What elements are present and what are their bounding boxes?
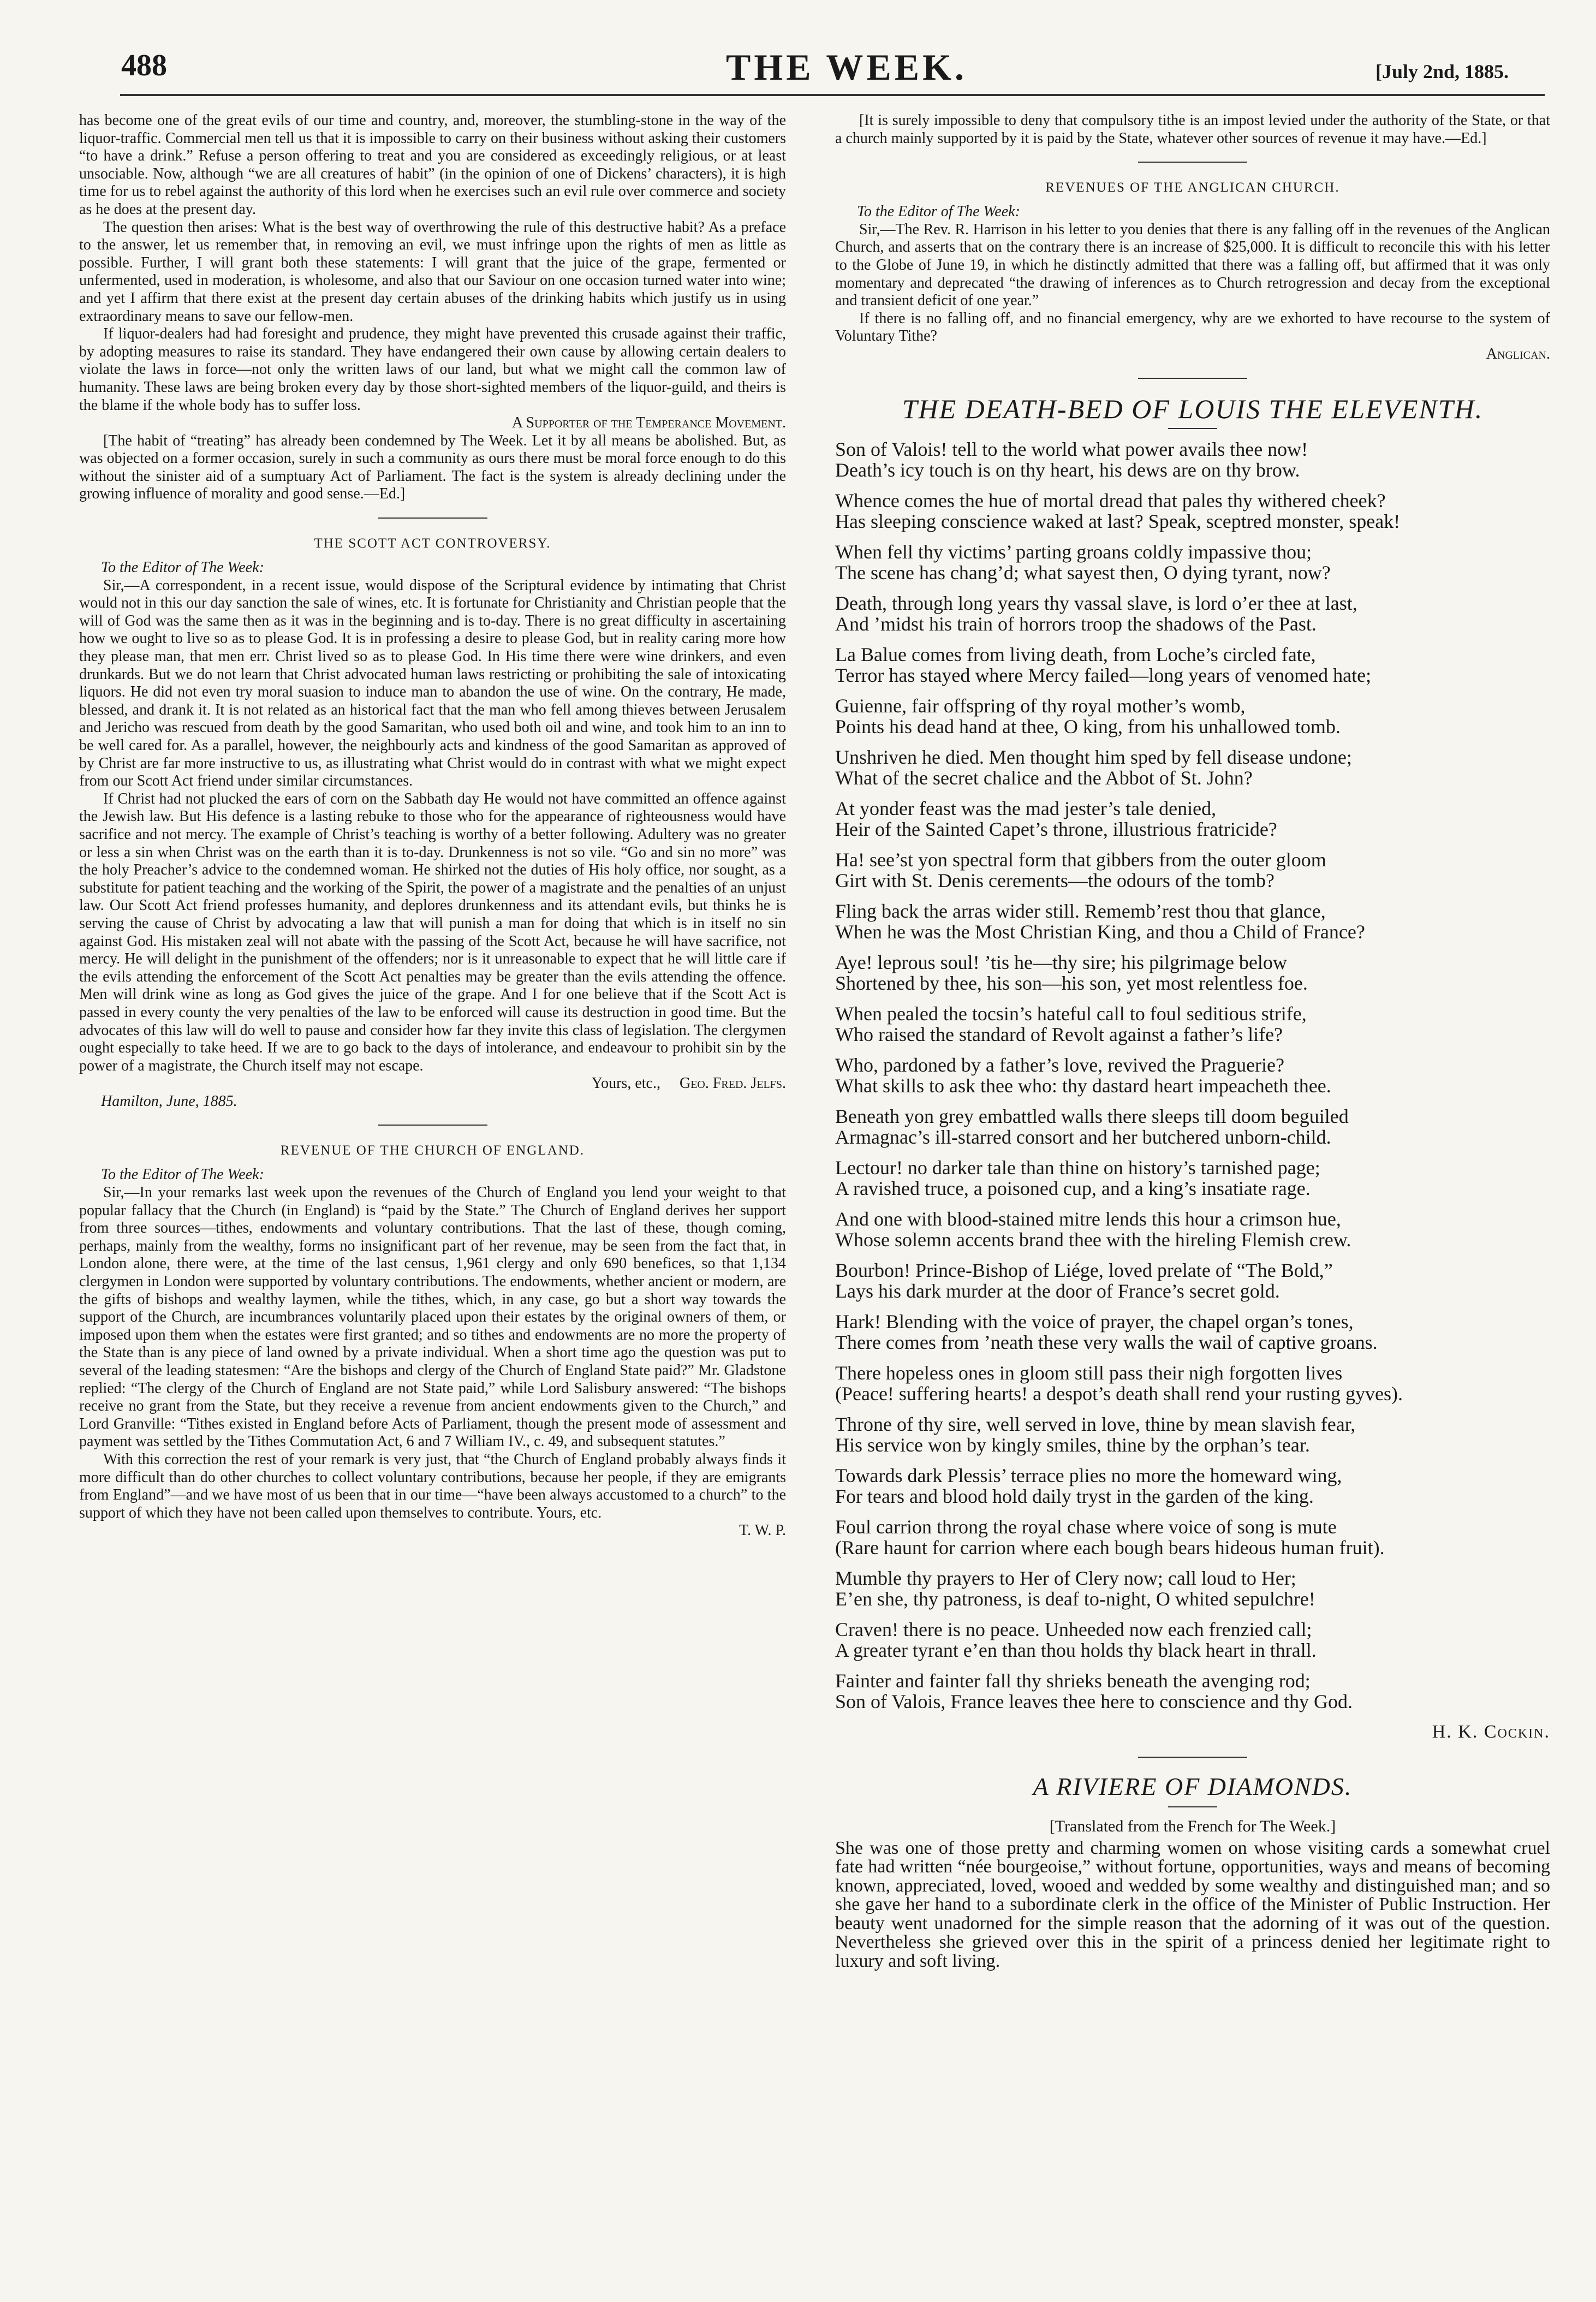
letter-signature: [79, 1075, 786, 1093]
poem-line: Death’s icy touch is on thy heart, his dews are on thy brow.: [835, 459, 1300, 481]
poem-stanza: [835, 1260, 1550, 1301]
closing: Yours, etc.,: [591, 1075, 660, 1092]
poem-line: Lays his dark murder at the door of France’s secret gold.: [835, 1280, 1280, 1302]
poem-stanza: [835, 1055, 1550, 1096]
poem-stanza: [835, 1003, 1550, 1045]
church-revenue-letter: [79, 1143, 786, 1539]
title-rule: [1168, 1806, 1217, 1807]
poem-stanza: [835, 1209, 1550, 1250]
poem-line: Has sleeping conscience waked at last? Speak, sceptred monster, speak!: [835, 510, 1401, 532]
poem-stanza: [835, 1670, 1550, 1712]
poem-line: Foul carrion throng the royal chase where voice of song is mute: [835, 1515, 1337, 1538]
poem-line: Shortened by thee, his son—his son, yet most relentless foe.: [835, 972, 1308, 994]
poem-line: And one with blood-stained mitre lends this hour a crimson hue,: [835, 1207, 1341, 1230]
poem-line: Lectour! no darker tale than thine on history’s tarnished page;: [835, 1156, 1320, 1179]
letter-paragraph: With this correction the rest of your remark is very just, that “the Church of England probably always finds it more difficult than do other churches to collect voluntary contributions, because her people, if they are emigrants from England”—and we have most of us been that in our time—“have been always accustomed to a church” to the support of which they have not been called upon themselves to contribute. Yours, etc.: [79, 1450, 786, 1521]
page-number: 488: [121, 49, 167, 82]
poem-stanza: [835, 542, 1550, 583]
issue-date: [July 2nd, 1885.: [1375, 61, 1509, 82]
section-heading: REVENUE OF THE CHURCH OF ENGLAND.: [280, 1143, 585, 1158]
section-divider: [1138, 162, 1247, 163]
poem-stanza: [835, 849, 1550, 891]
salutation: To the Editor of The Week:: [101, 1166, 264, 1183]
story: [835, 1772, 1550, 1971]
poem-line: When fell thy victims’ parting groans coldly impassive thou;: [835, 540, 1312, 563]
section-divider: [1138, 1757, 1247, 1758]
poem-stanza: [835, 1414, 1550, 1455]
poem-line: Fling back the arras wider still. Rememb’rest thou that glance,: [835, 900, 1326, 922]
poem-stanza: [835, 1619, 1550, 1661]
poem-line: Son of Valois, France leaves thee here to conscience and thy God.: [835, 1690, 1353, 1712]
poem-stanza: [835, 952, 1550, 994]
poem-line: Throne of thy sire, well served in love, thine by mean slavish fear,: [835, 1413, 1356, 1435]
poem-line: Whose solemn accents brand thee with the hireling Flemish crew.: [835, 1228, 1351, 1251]
poem-line: Fainter and fainter fall thy shrieks beneath the avenging rod;: [835, 1669, 1311, 1692]
letter-paragraph: If Christ had not plucked the ears of corn on the Sabbath day He would not have committed an offence against the Jewish law. But His defence is a lasting rebuke to those who for the appearance of righteousness would have sacrifice and not mercy. The example of Christ’s teaching is worthy of a better following. Adultery was no greater or less a sin when Christ was on the earth than it is to-day. Drunkenness is not so vile. “Go and sin no more” was the holy Preacher’s advice to the condemned woman. He shirked not the duties of His holy office, nor sought, as a substitute for patient teaching and the working of the Spirit, the power of a magistrate and the penalties of an unjust law. Our Scott Act friend professes humanity, and deplores drunkenness and its attendant evils, but thinks he is serving the cause of Christ by advocating a law that will punish a man for doing that which is in itself no sin against God. His mistaken zeal will not abate with the passing of the Scott Act, because he will have sacrifice, not mercy. He will delight in the punishment of the offenders; nor is it unreasonable to expect that he will little care if the evils attending the enforcement of the Scott Act penalties may be greater than the evils attending the offence. Men will drink wine as long as God gives the juice of the grape. And I for one believe that if the Scott Act is passed in every county the very penalties of the law to be enforced will cause its destruction in good time. But the advocates of this law will do well to pause and consider how far they invite this class of legislation. The clergymen ought especially to take heed. If we are to go back to the days of intolerance, and endeavour to prohibit sin by the power of a magistrate, the Church itself may not escape.: [79, 790, 786, 1074]
poem-line: La Balue comes from living death, from Loche’s circled fate,: [835, 643, 1316, 665]
poem-line: Unshriven he died. Men thought him sped by fell disease undone;: [835, 746, 1352, 768]
salutation: To the Editor of The Week:: [101, 559, 264, 576]
poem-stanza: [835, 1157, 1550, 1199]
letter-paragraph: has become one of the great evils of our time and country, and, moreover, the stumbling-stone in the way of the liquor-traffic. Commercial men tell us that it is impossible to carry on their business without asking their customers “to have a drink.” Refuse a person offering to treat and you are considered as exceedingly religious, or at least unsociable. Now, although “we are all creatures of habit” (in the opinion of one of Dickens’ characters), it is high time for us to rebel against the authority of this lord when he exercises such an evil rule over commerce and society as he does at the present day.: [79, 112, 786, 218]
poem-stanza: [835, 644, 1550, 686]
poem-line: Hark! Blending with the voice of prayer, the chapel organ’s tones,: [835, 1310, 1354, 1333]
poem-line: Girt with St. Denis cerements—the odours of the tomb?: [835, 869, 1275, 891]
letter-signature: A Supporter of the Temperance Movement.: [511, 414, 786, 432]
poem-stanza: [835, 1363, 1550, 1404]
poem-line: (Peace! suffering hearts! a despot’s death shall rend your rusting gyves).: [835, 1382, 1403, 1405]
letter-paragraph: Sir,—A correspondent, in a recent issue, would dispose of the Scriptural evidence by intimating that Christ would not in this our day sanction the sale of wines, etc. It is fortunate for Christianity and Christian people that the will of God was the same then as it was in the beginning and is to-day. There is no great difficulty in ascertaining how we ought to live so as to please God. It is in professing a desire to please God, but in reality caring more how they please man, that men err. Christ lived so as to please God. In His time there were wine drinkers, and even drunkards. But we do not learn that Christ advocated human laws restricting or prohibiting the sale of intoxicating liquors. He did not even try moral suasion to induce man to abandon the use of wine. On the contrary, He made, blessed, and drank it. It is not related as an historical fact that the man who fell among thieves between Jerusalem and Jericho was rescued from death by the good Samaritan, who used both oil and wine, and took him to an inn to be well cared for. As a parallel, however, the neighbourly acts and kindness of the good Samaritan as approved of by Christ are far more instructive to us, as illustrating what Christ would do in contrast with what we might expect from our Scott Act friend under similar circumstances.: [79, 576, 786, 790]
letter-paragraph: If there is no falling off, and no financial emergency, why are we exhorted to have recourse to the system of Voluntary Tithe?: [835, 310, 1550, 345]
story-subtitle: [Translated from the French for The Week.]: [1049, 1817, 1336, 1835]
poem-stanza: [835, 593, 1550, 634]
story-title: A RIVIERE OF DIAMONDS.: [1033, 1772, 1353, 1800]
poem-stanza: [835, 1516, 1550, 1558]
poem-line: Mumble thy prayers to Her of Clery now; call loud to Her;: [835, 1567, 1296, 1589]
poem-line: There comes from ’neath these very walls the wail of captive groans.: [835, 1331, 1378, 1353]
poem-line: A greater tyrant e’en than thou holds thy black heart in thrall.: [835, 1639, 1317, 1661]
poem-author: H. K. Cockin.: [1432, 1721, 1550, 1742]
poem-stanza: [835, 1465, 1550, 1507]
poem-line: Towards dark Plessis’ terrace plies no more the homeward wing,: [835, 1464, 1342, 1486]
poem-line: Son of Valois! tell to the world what power avails thee now!: [835, 438, 1308, 460]
publication-title: THE WEEK.: [726, 46, 967, 88]
poem-line: Whence comes the hue of mortal dread that pales thy withered cheek?: [835, 489, 1386, 511]
poem-line: Armagnac’s ill-starred consort and her butchered unborn-child.: [835, 1126, 1331, 1148]
title-rule: [1168, 428, 1217, 429]
signature-name: Geo. Fred. Jelfs.: [679, 1075, 786, 1092]
poem-line: At yonder feast was the mad jester’s tale denied,: [835, 797, 1217, 819]
poem-stanza: [835, 1311, 1550, 1353]
poem-line: Heir of the Sainted Capet’s throne, illustrious fratricide?: [835, 818, 1277, 840]
section-divider: [1138, 378, 1247, 379]
poem-line: Bourbon! Prince-Bishop of Liége, loved prelate of “The Bold,”: [835, 1259, 1333, 1281]
header-rule: [120, 94, 1545, 96]
poem-stanza: [835, 901, 1550, 942]
poem-stanza: [835, 695, 1550, 737]
poem-line: When he was the Most Christian King, and thou a Child of France?: [835, 920, 1365, 943]
poem-line: What skills to ask thee who: thy dastard heart impeacheth thee.: [835, 1074, 1331, 1097]
section-divider: [378, 517, 487, 519]
poem-stanzas: [835, 439, 1550, 1712]
poem-stanza: [835, 439, 1550, 480]
poem-line: Ha! see’st yon spectral form that gibbers from the outer gloom: [835, 848, 1326, 871]
poem: [835, 393, 1550, 1742]
poem-line: Aye! leprous soul! ’tis he—thy sire; his pilgrimage below: [835, 951, 1287, 973]
poem-line: When pealed the tocsin’s hateful call to foul seditious strife,: [835, 1002, 1307, 1025]
story-paragraph: She was one of those pretty and charming women on whose visiting cards a somewhat cruel fate had written “née bourgeoise,” without fortune, opportunities, ways and means of becoming known, appreciated, loved, wooed and wedded by some wealthy and distinguished man; and so she gave her hand to a subordinate clerk in the office of the Minister of Public Instruction. Her beauty went unadorned for the simple reason that the adorning of it was out of the question. Nevertheless she grieved over this in the spirit of a princess denied her legitimate right to luxury and soft living.: [835, 1837, 1550, 1971]
poem-line: The scene has chang’d; what sayest then, O dying tyrant, now?: [835, 561, 1331, 584]
poem-line: Terror has stayed where Mercy failed—long years of venomed hate;: [835, 664, 1372, 686]
section-divider: [378, 1125, 487, 1126]
poem-line: For tears and blood hold daily tryst in the garden of the king.: [835, 1485, 1314, 1507]
section-heading: THE SCOTT ACT CONTROVERSY.: [314, 536, 551, 551]
letter-paragraph: The question then arises: What is the best way of overthrowing the rule of this destructive habit? As a preface to the answer, let us remember that, in removing an evil, we must infringe upon the rights of men as little as possible. Further, I will grant both these statements: I will grant that the juice of the grape, fermented or unfermented, used in moderation, is wholesome, and also that our Saviour on one occasion turned water into wine; and yet I affirm that there exist at the present day certain abuses of the drinking habits which justify us in using extraordinary means to save our fellow-men.: [79, 218, 786, 325]
right-column: [835, 112, 1550, 2274]
poem-line: (Rare haunt for carrion where each bough bears hideous human fruit).: [835, 1536, 1385, 1559]
poem-stanza: [835, 1568, 1550, 1609]
left-column: [79, 112, 786, 2274]
poem-stanza: [835, 1106, 1550, 1147]
poem-title: THE DEATH-BED OF LOUIS THE ELEVENTH.: [902, 393, 1484, 424]
poem-line: What of the secret chalice and the Abbot of St. John?: [835, 766, 1253, 789]
editor-note: [The habit of “treating” has already been condemned by The Week. Let it by all means be abolished. But, as was objected on a former occasion, surely in such a community as ours there must be moral force enough to do this without the sinister aid of a sumptuary Act of Parliament. The fact is the system is already declining under the growing influence of morality and good sense.—Ed.]: [79, 432, 786, 503]
poem-line: Who raised the standard of Revolt against a father’s life?: [835, 1023, 1283, 1045]
salutation: To the Editor of The Week:: [857, 203, 1020, 221]
poem-stanza: [835, 798, 1550, 840]
letter-paragraph: Sir,—In your remarks last week upon the revenues of the Church of England you lend your weight to that popular fallacy that the Church (in England) is “paid by the State.” The Church of England derives her support from three sources—tithes, endowments and voluntary contributions. That the last of these, though coming, perhaps, mainly from the wealthy, forms no insignificant part of her revenue, may be seen from the fact that, in London alone, there were, at the time of the last census, 1,961 clergy and only 690 benefices, so that 1,134 clergymen in London were supported by voluntary contributions. The endowments, whether ancient or modern, are the gifts of bishops and wealthy laymen, while the tithes, which, in any case, go but a short way towards the support of the Church, are incumbrances voluntarily placed upon their estates by the original owners of them, or imposed upon them when the estates were first granted; and so tithes and endowments are no more the property of the State than is any piece of land owned by a private individual. When a short time ago the question was put to several of the leading statesmen: “Are the bishops and clergy of the Church of England State paid?” Mr. Gladstone replied: “The clergy of the Church of England are not State paid,” while Lord Salisbury answered: “The bishops receive no grant from the State, but they receive a revenue from ancient endowments given to the Church,” and Lord Granville: “Tithes existed in England before Acts of Parliament, though the present mode of assessment and payment was settled by the Tithes Commutation Act, 6 and 7 William IV., c. 49, and subsequent statutes.”: [79, 1184, 786, 1450]
poem-line: A ravished truce, a poisoned cup, and a king’s insatiate rage.: [835, 1177, 1311, 1199]
poem-stanza: [835, 490, 1550, 532]
poem-line: Death, through long years thy vassal slave, is lord o’er thee at last,: [835, 592, 1357, 614]
letter-paragraph: If liquor-dealers had had foresight and prudence, they might have prevented this crusade against their traffic, by adopting measures to raise its standard. They have endangered their own cause by allowing certain dealers to violate the laws in force—not only the written laws of our land, but what we might call the common law of humanity. These laws are being broken every day by those short-sighted members of the liquor-guild, and theirs is the blame if the whole body has to suffer loss.: [79, 325, 786, 414]
scott-act-letter: [79, 536, 786, 1110]
letter-signature: Anglican.: [1486, 345, 1550, 362]
anglican-letter: [835, 180, 1550, 363]
letter-paragraph: Sir,—The Rev. R. Harrison in his letter to you denies that there is any falling off in the revenues of the Anglican Church, and asserts that on the contrary there is an increase of $25,000. It is difficult to reconcile this with his letter to the Globe of June 19, in which he distinctly admitted that there was a falling off, but affirmed that it was only momentary and deprecated “the drawing of inferences as to Church retrogression and decay from the exceptional and transient deficit of one year.”: [835, 221, 1550, 310]
poem-line: Guienne, fair offspring of thy royal mother’s womb,: [835, 694, 1246, 717]
editor-note: [It is surely impossible to deny that compulsory tithe is an impost levied under the authority of the State, or that a church mainly supported by it is paid by the State, whatever other sources of revenue it may have.—Ed.]: [835, 112, 1550, 147]
poem-line: Points his dead hand at thee, O king, from his unhallowed tomb.: [835, 715, 1341, 737]
poem-line: Craven! there is no peace. Unheeded now each frenzied call;: [835, 1618, 1312, 1640]
section-heading: REVENUES OF THE ANGLICAN CHURCH.: [1045, 180, 1340, 195]
letter-signature: T. W. P.: [739, 1522, 786, 1539]
poem-line: There hopeless ones in gloom still pass their nigh forgotten lives: [835, 1361, 1343, 1384]
poem-line: His service won by kingly smiles, thine by the orphan’s tear.: [835, 1433, 1310, 1456]
poem-line: Who, pardoned by a father’s love, revived the Praguerie?: [835, 1054, 1285, 1076]
temperance-letter: [79, 112, 786, 503]
letter-place-date: Hamilton, June, 1885.: [101, 1092, 237, 1110]
poem-line: E’en she, thy patroness, is deaf to-night, O whited sepulchre!: [835, 1587, 1315, 1610]
poem-line: Beneath yon grey embattled walls there sleeps till doom beguiled: [835, 1105, 1349, 1127]
poem-stanza: [835, 747, 1550, 788]
poem-line: And ’midst his train of horrors troop the shadows of the Past.: [835, 612, 1317, 635]
